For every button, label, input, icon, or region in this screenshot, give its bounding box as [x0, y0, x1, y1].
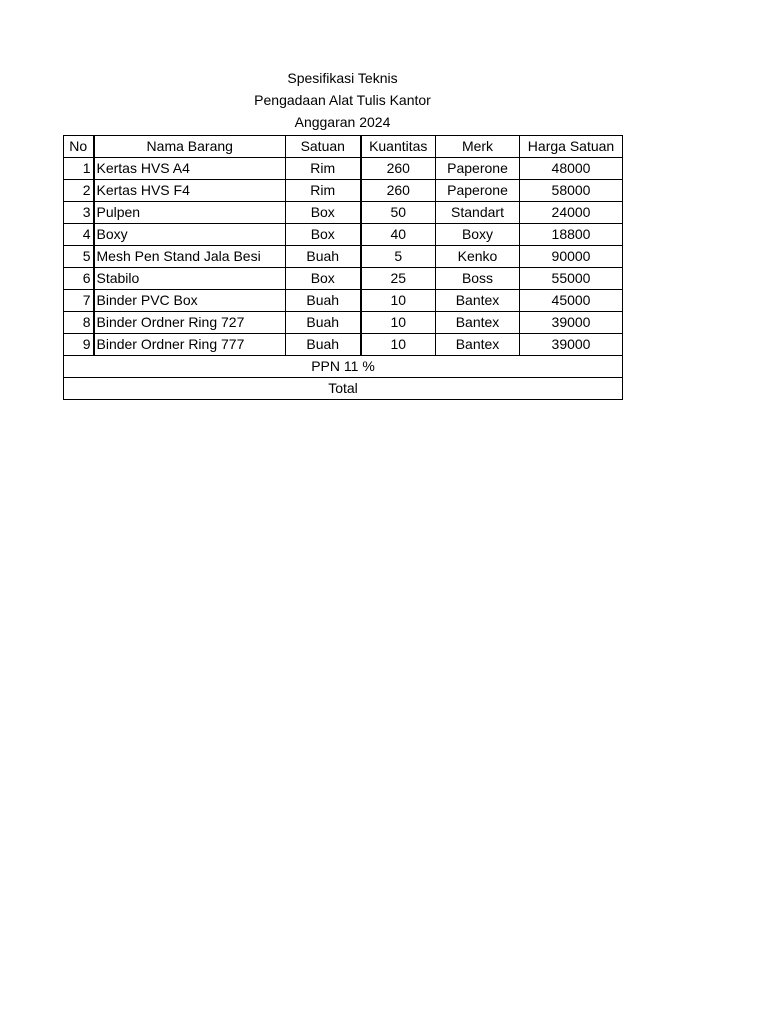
cell-harga-satuan: 90000 [520, 246, 623, 268]
cell-satuan: Box [286, 224, 361, 246]
cell-no: 5 [64, 246, 94, 268]
cell-merk: Kenko [436, 246, 520, 268]
ppn-label: PPN 11 % [64, 356, 623, 378]
cell-nama-barang: Pulpen [94, 202, 286, 224]
ppn-row [64, 356, 623, 378]
cell-kuantitas: 10 [361, 290, 436, 312]
cell-no: 9 [64, 334, 94, 356]
document-title-block [63, 67, 622, 133]
cell-kuantitas: 260 [361, 158, 436, 180]
cell-no: 6 [64, 268, 94, 290]
cell-satuan: Buah [286, 334, 361, 356]
cell-no: 2 [64, 180, 94, 202]
cell-harga-satuan: 39000 [520, 312, 623, 334]
cell-harga-satuan: 58000 [520, 180, 623, 202]
header-harga-satuan: Harga Satuan [520, 136, 623, 158]
total-label: Total [64, 378, 623, 400]
cell-satuan: Box [286, 202, 361, 224]
cell-no: 3 [64, 202, 94, 224]
header-satuan: Satuan [286, 136, 361, 158]
cell-nama-barang: Boxy [94, 224, 286, 246]
cell-merk: Bantex [436, 290, 520, 312]
cell-harga-satuan: 24000 [520, 202, 623, 224]
cell-kuantitas: 25 [361, 268, 436, 290]
cell-nama-barang: Stabilo [94, 268, 286, 290]
cell-harga-satuan: 48000 [520, 158, 623, 180]
cell-no: 8 [64, 312, 94, 334]
cell-nama-barang: Kertas HVS A4 [94, 158, 286, 180]
cell-merk: Bantex [436, 334, 520, 356]
table-row [64, 158, 623, 180]
cell-nama-barang: Mesh Pen Stand Jala Besi [94, 246, 286, 268]
cell-merk: Paperone [436, 180, 520, 202]
table-header-row [64, 136, 623, 158]
header-merk: Merk [436, 136, 520, 158]
table-row [64, 290, 623, 312]
header-nama-barang: Nama Barang [94, 136, 286, 158]
document-budget-year: Anggaran 2024 [294, 114, 391, 130]
cell-merk: Boxy [436, 224, 520, 246]
document-title: Spesifikasi Teknis [287, 70, 398, 86]
table-row [64, 180, 623, 202]
cell-kuantitas: 5 [361, 246, 436, 268]
header-no: No [64, 136, 94, 158]
cell-merk: Paperone [436, 158, 520, 180]
cell-merk: Standart [436, 202, 520, 224]
total-row [64, 378, 623, 400]
table-row [64, 202, 623, 224]
cell-kuantitas: 50 [361, 202, 436, 224]
table-row [64, 268, 623, 290]
cell-harga-satuan: 18800 [520, 224, 623, 246]
cell-no: 7 [64, 290, 94, 312]
cell-satuan: Rim [286, 158, 361, 180]
cell-satuan: Buah [286, 246, 361, 268]
document-subtitle: Pengadaan Alat Tulis Kantor [254, 92, 431, 108]
cell-kuantitas: 40 [361, 224, 436, 246]
header-kuantitas: Kuantitas [361, 136, 436, 158]
cell-harga-satuan: 39000 [520, 334, 623, 356]
table-row [64, 224, 623, 246]
cell-kuantitas: 10 [361, 312, 436, 334]
cell-satuan: Buah [286, 290, 361, 312]
cell-satuan: Box [286, 268, 361, 290]
table-row [64, 246, 623, 268]
table-row [64, 312, 623, 334]
cell-harga-satuan: 45000 [520, 290, 623, 312]
cell-no: 1 [64, 158, 94, 180]
cell-no: 4 [64, 224, 94, 246]
cell-nama-barang: Binder Ordner Ring 777 [94, 334, 286, 356]
specification-table [63, 135, 623, 400]
cell-satuan: Buah [286, 312, 361, 334]
table-row [64, 334, 623, 356]
cell-harga-satuan: 55000 [520, 268, 623, 290]
cell-nama-barang: Binder PVC Box [94, 290, 286, 312]
cell-kuantitas: 260 [361, 180, 436, 202]
cell-kuantitas: 10 [361, 334, 436, 356]
cell-nama-barang: Kertas HVS F4 [94, 180, 286, 202]
cell-satuan: Rim [286, 180, 361, 202]
cell-merk: Bantex [436, 312, 520, 334]
cell-nama-barang: Binder Ordner Ring 727 [94, 312, 286, 334]
cell-merk: Boss [436, 268, 520, 290]
